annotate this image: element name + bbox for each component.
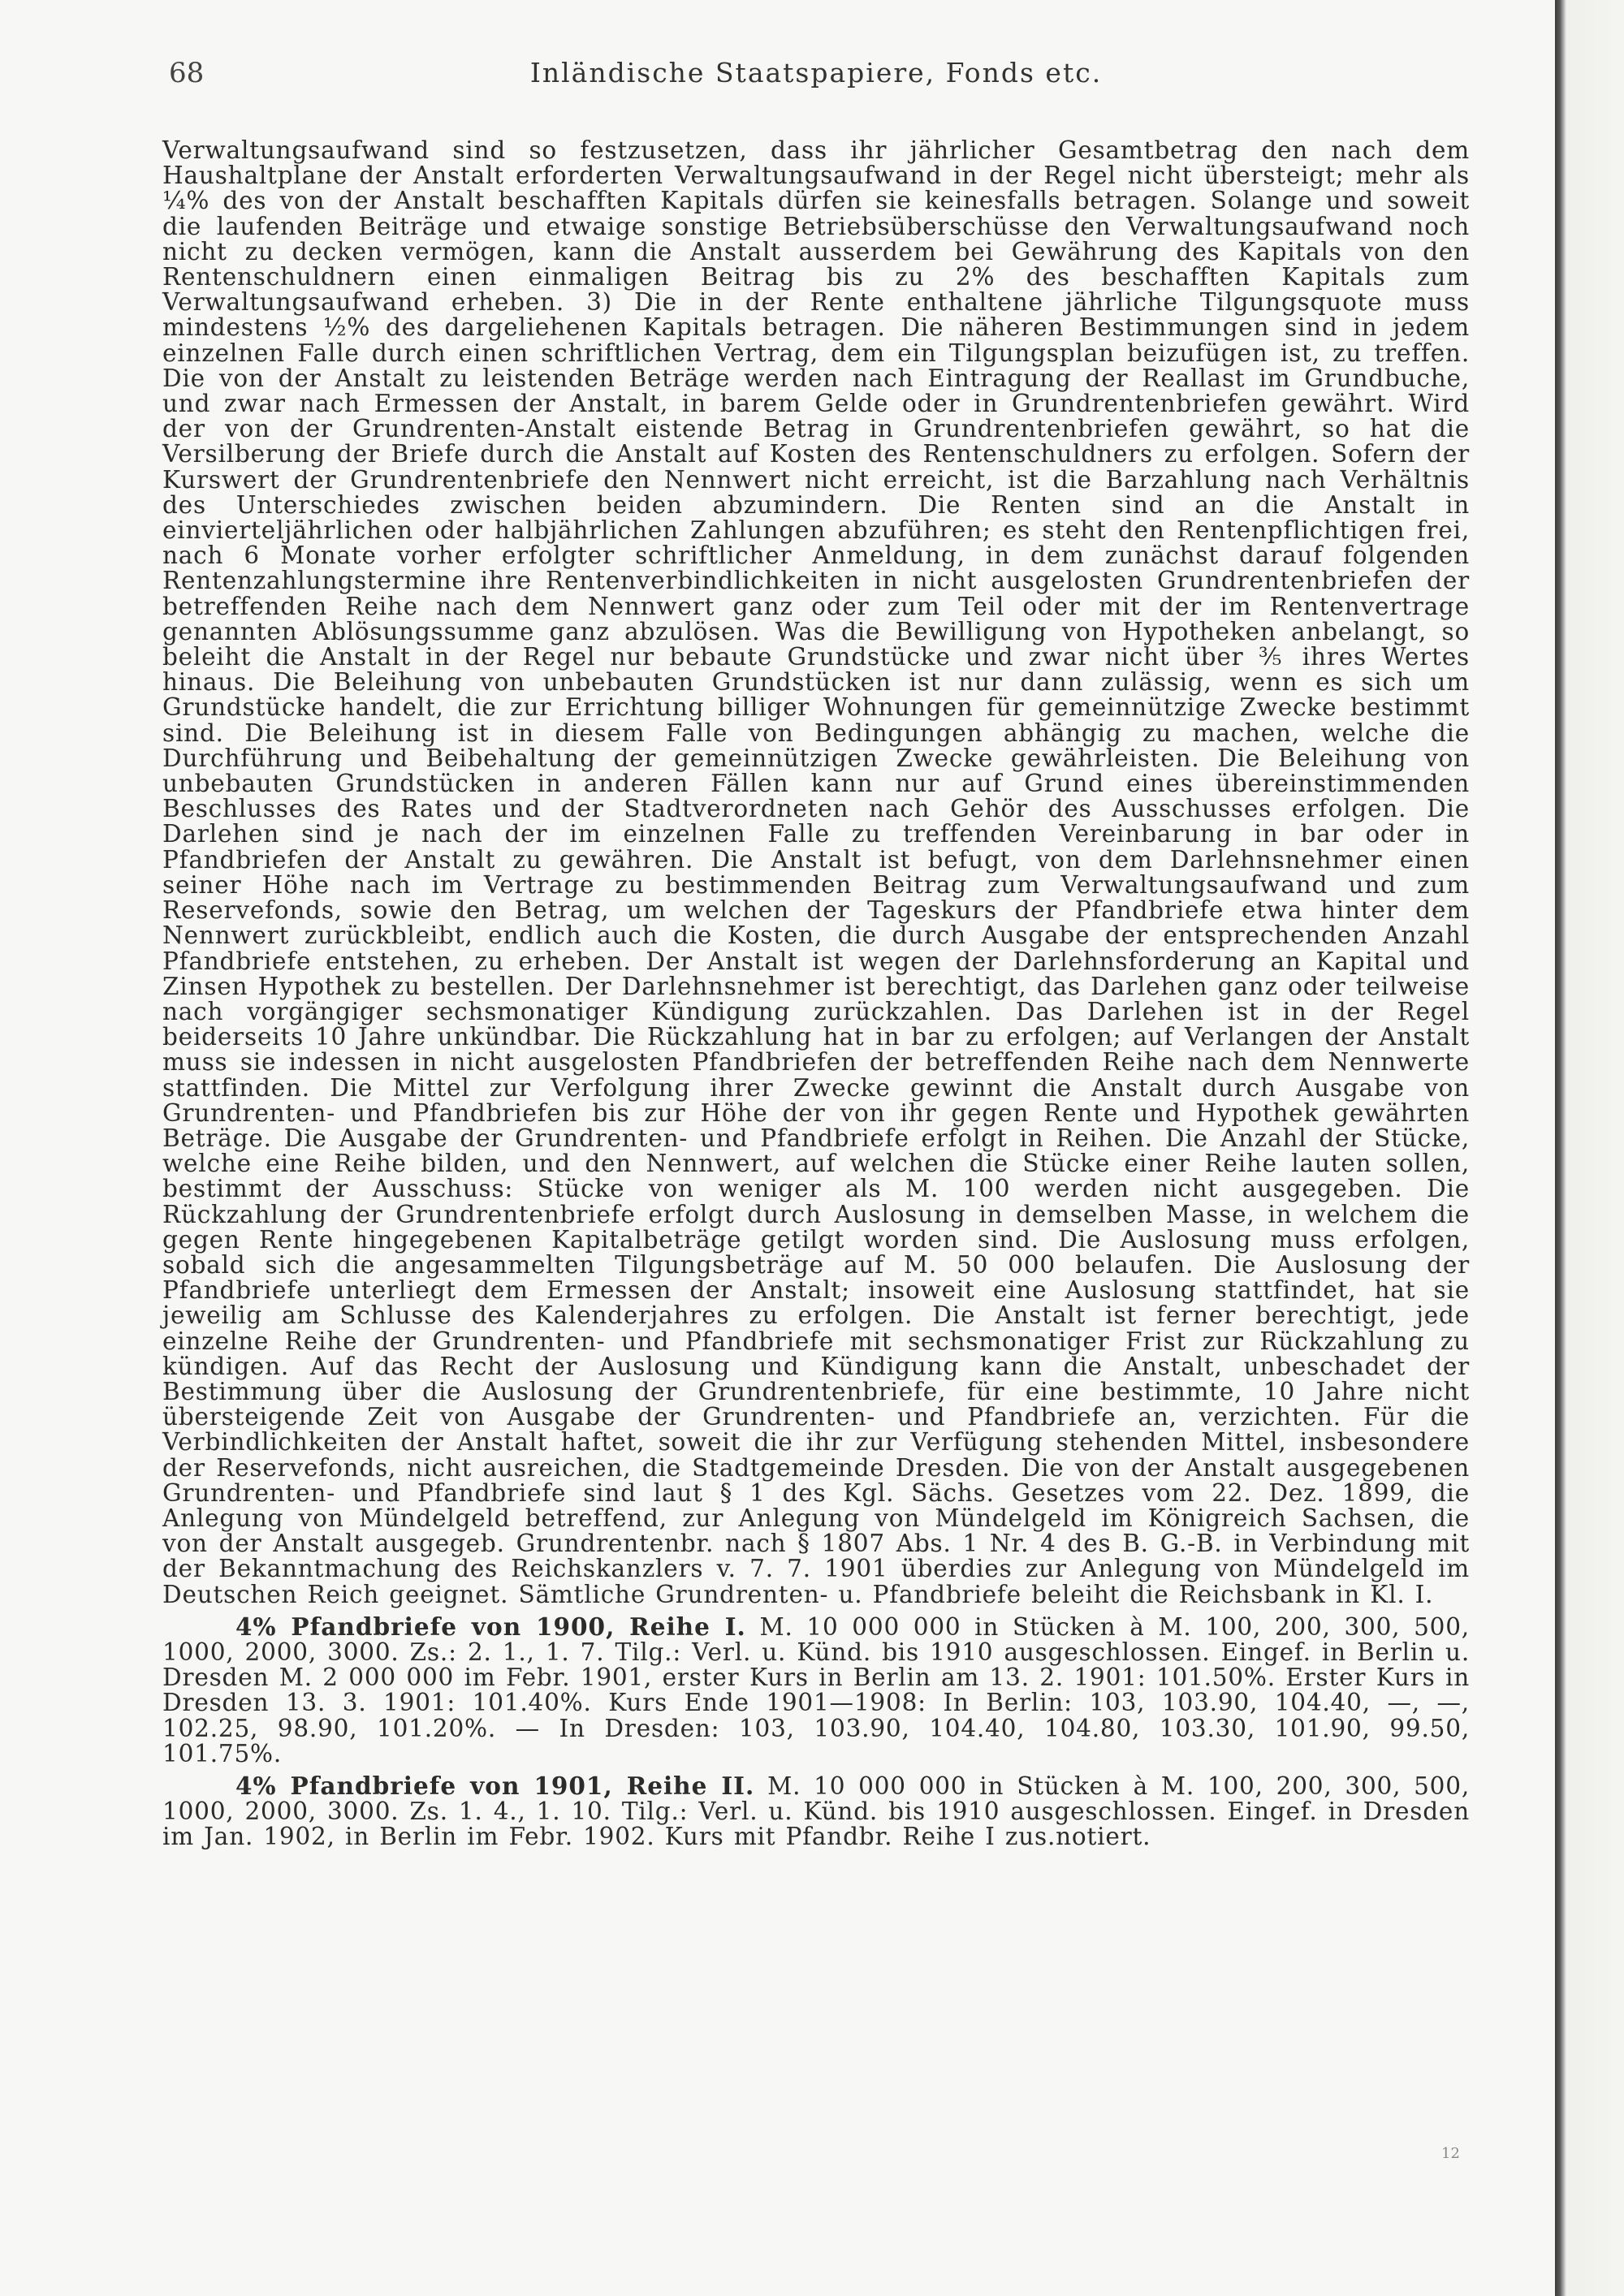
entry-text: M. 10 000 000 in Stücken à M. 100, 200, 300, 500, 1000, 2000, 3000. Zs. 1. 4., 1. 10. Tilg.: Verl. u. Künd. bis 1910 ausgeschlossen. Eingef. in Dresden im Jan. 1902, in Berlin im Febr. 1902. Kurs mit Pfandbr. Reihe I zus.notiert. [162,1772,1471,1851]
entry-text: M. 10 000 000 in Stücken à M. 100, 200, 300, 500, 1000, 2000, 3000. Zs.: 2. 1., 1. 7. Tilg.: Verl. u. Künd. bis 1910 ausgeschlossen. Eingef. in Berlin u. Dresden M. 2 000 000 im Febr. 1901, erster Kurs in Berlin am 13. 2. 1901: 101.50%. Erster Kurs in Dresden 13. 3. 1901: 101.40%. Kurs Ende 1901—1908: In Berlin: 103, 103.90, 104.40, —, —, 102.25, 98.90, 101.20%. — In Dresden: 103, 103.90, 104.40, 104.80, 103.30, 101.90, 99.50, 101.75%. [162,1612,1470,1767]
body-text [162,138,1470,1850]
running-title: Inländische Staatspapiere, Fonds etc. [529,57,1103,88]
main-paragraph: Verwaltungsaufwand sind so festzusetzen, dass ihr jährlicher Gesamtbetrag den nach dem Haushaltplane der Anstalt erforderten Verwaltungsaufwand in der Regel nicht übersteigt; mehr als ¼% des von der Anstalt beschafften Kapitals dürfen sie keinesfalls betragen. Solange und soweit die laufenden Beiträge und etwaige sonstige Betriebsüberschüsse den Verwaltungsaufwand noch nicht zu decken vermögen, kann die Anstalt ausserdem bei Gewährung des Kapitals von den Rentenschuldnern einen einmaligen Beitrag bis zu 2% des beschafften Kapitals zum Verwaltungsaufwand erheben. 3) Die in der Rente enthaltene jährliche Tilgungsquote muss mindestens ½% des dargeliehenen Kapitals betragen. Die näheren Bestimmungen sind in jedem einzelnen Falle durch einen schriftlichen Vertrag, dem ein Tilgungsplan beizufügen ist, zu treffen. Die von der Anstalt zu leistenden Beträge werden nach Eintragung der Reallast im Grundbuche, und zwar nach Ermessen der Anstalt, in barem Gelde oder in Grundrentenbriefen gewährt. Wird der von der Grundrenten-Anstalt eistende Betrag in Grundrentenbriefen gewährt, so hat die Versilberung der Briefe durch die Anstalt auf Kosten des Rentenschuldners zu erfolgen. Sofern der Kurswert der Grundrentenbriefe den Nennwert nicht erreicht, ist die Barzahlung nach Verhältnis des Unterschiedes zwischen beiden abzumindern. Die Renten sind an die Anstalt in einvierteljährlichen oder halbjährlichen Zahlungen abzuführen; es steht den Rentenpflichtigen frei, nach 6 Monate vorher erfolgter schriftlicher Anmeldung, in dem zunächst darauf folgenden Rentenzahlungstermine ihre Rentenverbindlichkeiten in nicht ausgelosten Grundrentenbriefen der betreffenden Reihe nach dem Nennwert ganz oder zum Teil oder mit der im Rentenvertrage genannten Ablösungssumme ganz abzulösen. Was die Bewilligung von Hypotheken anbelangt, so beleiht die Anstalt in der Regel nur bebaute Grundstücke und zwar nicht über ⅗ ihres Wertes hinaus. Die Beleihung von unbebauten Grundstücken ist nur dann zulässig, wenn es sich um Grundstücke handelt, die zur Errichtung billiger Wohnungen für gemeinnützige Zwecke bestimmt sind. Die Beleihung ist in diesem Falle von Bedingungen abhängig zu machen, welche die Durchführung und Beibehaltung der gemeinnützigen Zwecke gewährleisten. Die Beleihung von unbebauten Grundstücken in anderen Fällen kann nur auf Grund eines übereinstimmenden Beschlusses des Rates und der Stadtverordneten nach Gehör des Ausschusses erfolgen. Die Darlehen sind je nach der im einzelnen Falle zu treffenden Vereinbarung in bar oder in Pfandbriefen der Anstalt zu gewähren. Die Anstalt ist befugt, von dem Darlehnsnehmer einen seiner Höhe nach im Vertrage zu bestimmenden Beitrag zum Verwaltungsaufwand und zum Reservefonds, sowie den Betrag, um welchen der Tageskurs der Pfandbriefe etwa hinter dem Nennwert zurückbleibt, endlich auch die Kosten, die durch Ausgabe der entsprechenden Anzahl Pfandbriefe entstehen, zu erheben. Der Anstalt ist wegen der Darlehnsforderung an Kapital und Zinsen Hypothek zu bestellen. Der Darlehnsnehmer ist berechtigt, das Darlehen ganz oder teilweise nach vorgängiger sechsmonatiger Kündigung zurückzahlen. Das Darlehen ist in der Regel beiderseits 10 Jahre unkündbar. Die Rückzahlung hat in bar zu erfolgen; auf Verlangen der Anstalt muss sie indessen in nicht ausgelosten Pfandbriefen der betreffenden Reihe nach dem Nennwerte stattfinden. Die Mittel zur Verfolgung ihrer Zwecke gewinnt die Anstalt durch Ausgabe von Grundrenten- und Pfandbriefen bis zur Höhe der von ihr gegen Rente und Hypothek gewährten Beträge. Die Ausgabe der Grundrenten- und Pfandbriefe erfolgt in Reihen. Die Anzahl der Stücke, welche eine Reihe bilden, und den Nennwert, auf welchen die Stücke einer Reihe lauten sollen, bestimmt der Ausschuss: Stücke von weniger als M. 100 werden nicht ausgegeben. Die Rückzahlung der Grundrentenbriefe erfolgt durch Auslosung in demselben Masse, in welchem die gegen Rente hingegebenen Kapitalbeträge getilgt worden sind. Die Auslosung muss erfolgen, sobald sich die angesammelten Tilgungsbeträge auf M. 50 000 belaufen. Die Auslosung der Pfandbriefe unterliegt dem Ermessen der Anstalt; insoweit eine Auslosung stattfindet, hat sie jeweilig am Schlusse des Kalenderjahres zu erfolgen. Die Anstalt ist ferner berechtigt, jede einzelne Reihe der Grundrenten- und Pfandbriefe mit sechsmonatiger Frist zur Rückzahlung zu kündigen. Auf das Recht der Auslosung und Kündigung kann die Anstalt, unbeschadet der Bestimmung über die Auslosung der Grundrentenbriefe, für eine bestimmte, 10 Jahre nicht übersteigende Zeit von Ausgabe der Grundrenten- und Pfandbriefe an, verzichten. Für die Verbindlichkeiten der Anstalt haftet, soweit die ihr zur Verfügung stehenden Mittel, insbesondere der Reservefonds, nicht ausreichen, die Stadtgemeinde Dresden. Die von der Anstalt ausgegebenen Grundrenten- und Pfandbriefe sind laut § 1 des Kgl. Sächs. Gesetzes vom 22. Dez. 1899, die Anlegung von Mündelgeld betreffend, zur Anlegung von Mündelgeld im Königreich Sachsen, die von der Anstalt ausgegeb. Grundrentenbr. nach § 1807 Abs. 1 Nr. 4 des B. G.-B. in Verbindung mit der Bekanntmachung des Reichskanzlers v. 7. 7. 1901 überdies zur Anlegung von Mündelgeld im Deutschen Reich geeignet. Sämtliche Grundrenten- u. Pfandbriefe beleiht die Reichsbank in Kl. I. [162,136,1470,1608]
book-gutter [1555,0,1624,2296]
page-number: 68 [169,57,205,89]
page-header [162,57,1470,106]
page-mark: 12 [1441,2145,1460,2162]
entry-heading: 4% Pfandbriefe von 1900, Reihe I. [235,1612,746,1641]
bond-entry-1900 [162,1614,1470,1767]
entry-heading: 4% Pfandbriefe von 1901, Reihe II. [235,1772,755,1800]
bond-entry-1901 [162,1773,1470,1850]
